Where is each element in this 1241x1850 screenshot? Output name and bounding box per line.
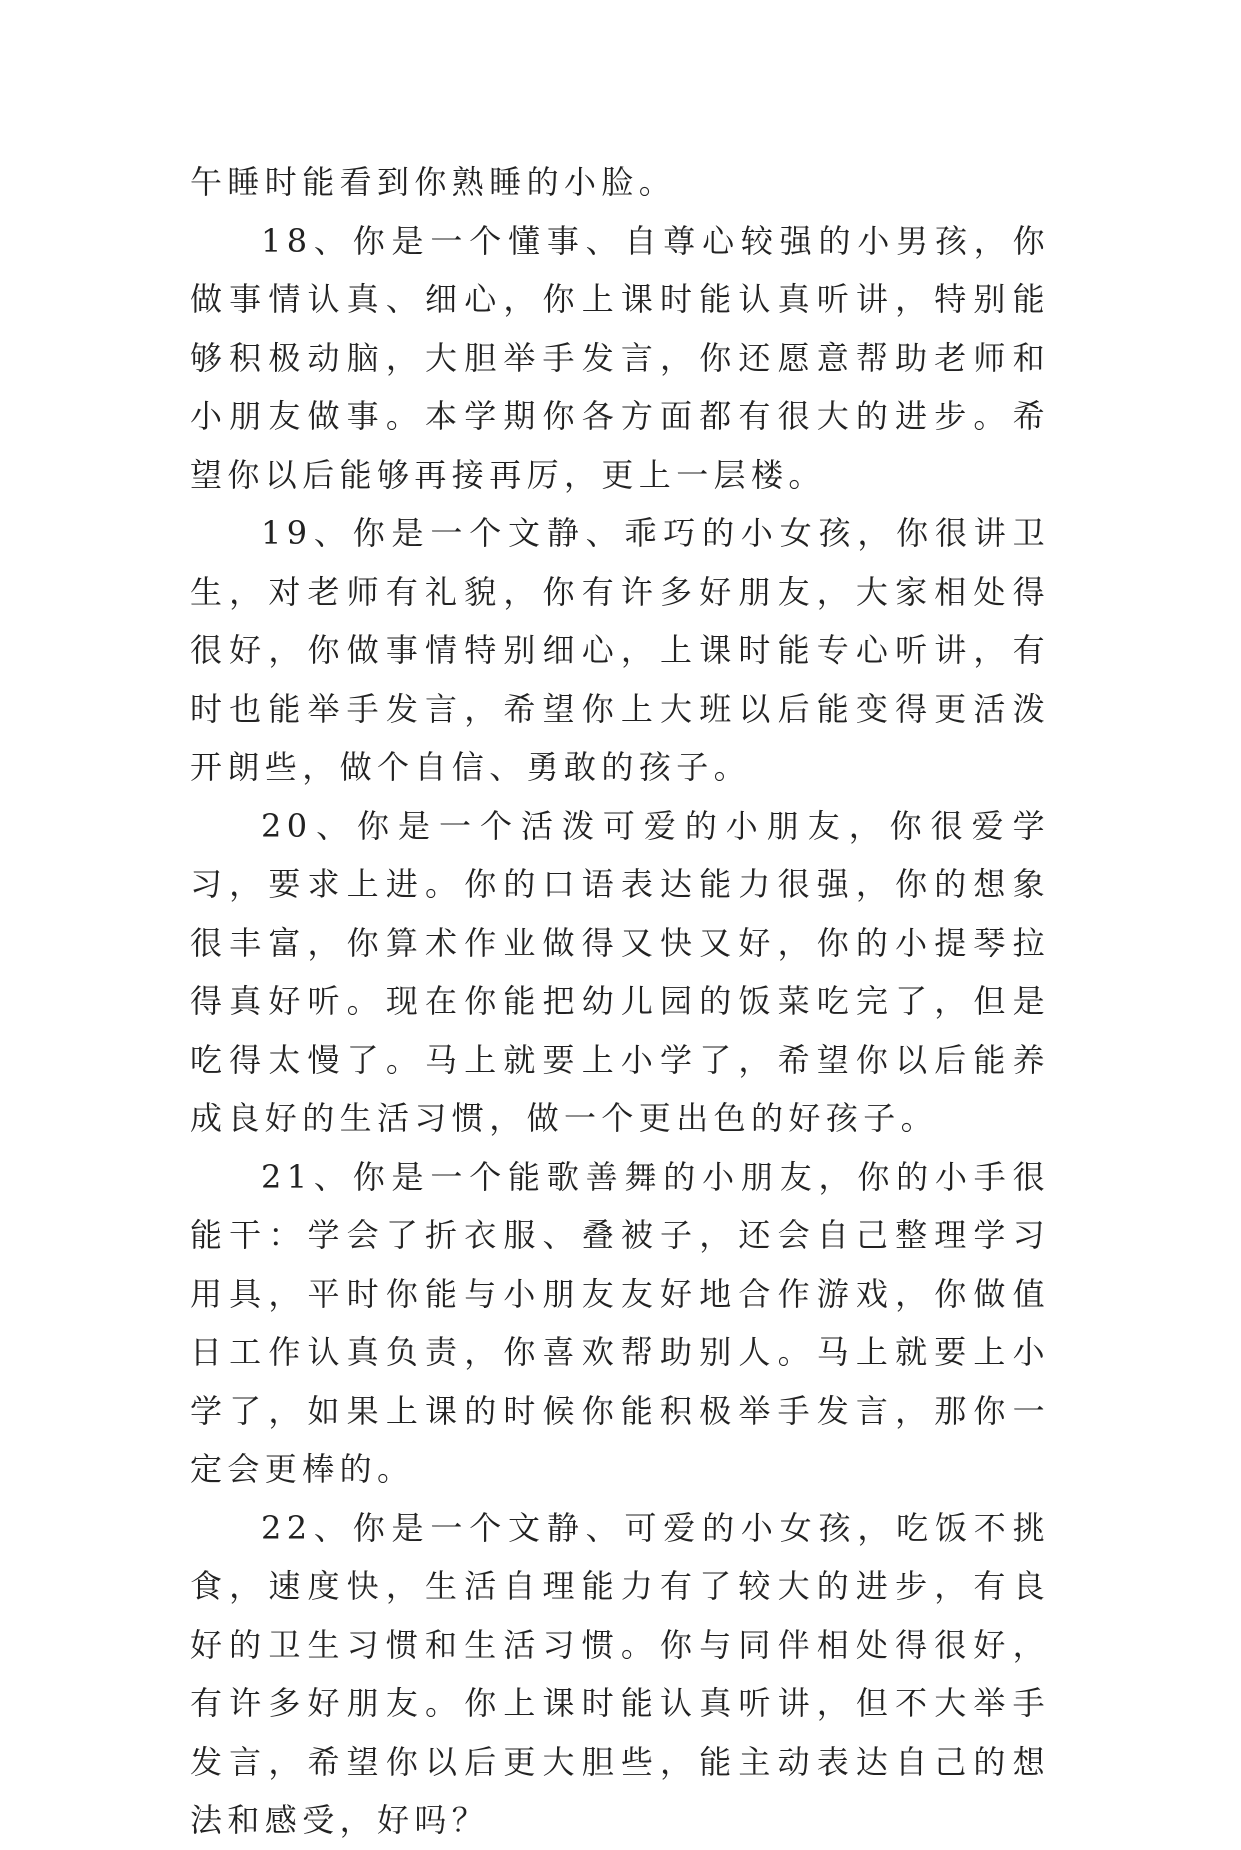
paragraph-22: 22、你是一个文静、可爱的小女孩，吃饭不挑食，速度快，生活自理能力有了较大的进步，有良好的卫生习惯和生活习惯。你与同伴相处得很好，有许多好朋友。你上课时能认真听讲，但不大举手发言，希望你以后更大胆些，能主动表达自己的想法和感受，好吗？ (190, 1508, 1050, 1839)
document-body (190, 153, 1050, 1850)
paragraph-19: 19、你是一个文静、乖巧的小女孩，你很讲卫生，对老师有礼貌，你有许多好朋友，大家相处得很好，你做事情特别细心，上课时能专心听讲，有时也能举手发言，希望你上大班以后能变得更活泼开朗些，做个自信、勇敢的孩子。 (190, 514, 1050, 786)
paragraph-21: 21、你是一个能歌善舞的小朋友，你的小手很能干：学会了折衣服、叠被子，还会自己整理学习用具，平时你能与小朋友友好地合作游戏，你做值日工作认真负责，你喜欢帮助别人。马上就要上小学了，如果上课的时候你能积极举手发言，那你一定会更棒的。 (190, 1157, 1050, 1488)
paragraph-continuation: 午睡时能看到你熟睡的小脸。 (190, 163, 677, 201)
paragraph-18: 18、你是一个懂事、自尊心较强的小男孩，你做事情认真、细心，你上课时能认真听讲，特别能够积极动脑，大胆举手发言，你还愿意帮助老师和小朋友做事。本学期你各方面都有很大的进步。希望你以后能够再接再厉，更上一层楼。 (190, 221, 1050, 494)
paragraph-20: 20、你是一个活泼可爱的小朋友，你很爱学习，要求上进。你的口语表达能力很强，你的想象很丰富，你算术作业做得又快又好，你的小提琴拉得真好听。现在你能把幼儿园的饭菜吃完了，但是吃得太慢了。马上就要上小学了，希望你以后能养成良好的生活习惯，做一个更出色的好孩子。 (190, 806, 1050, 1137)
